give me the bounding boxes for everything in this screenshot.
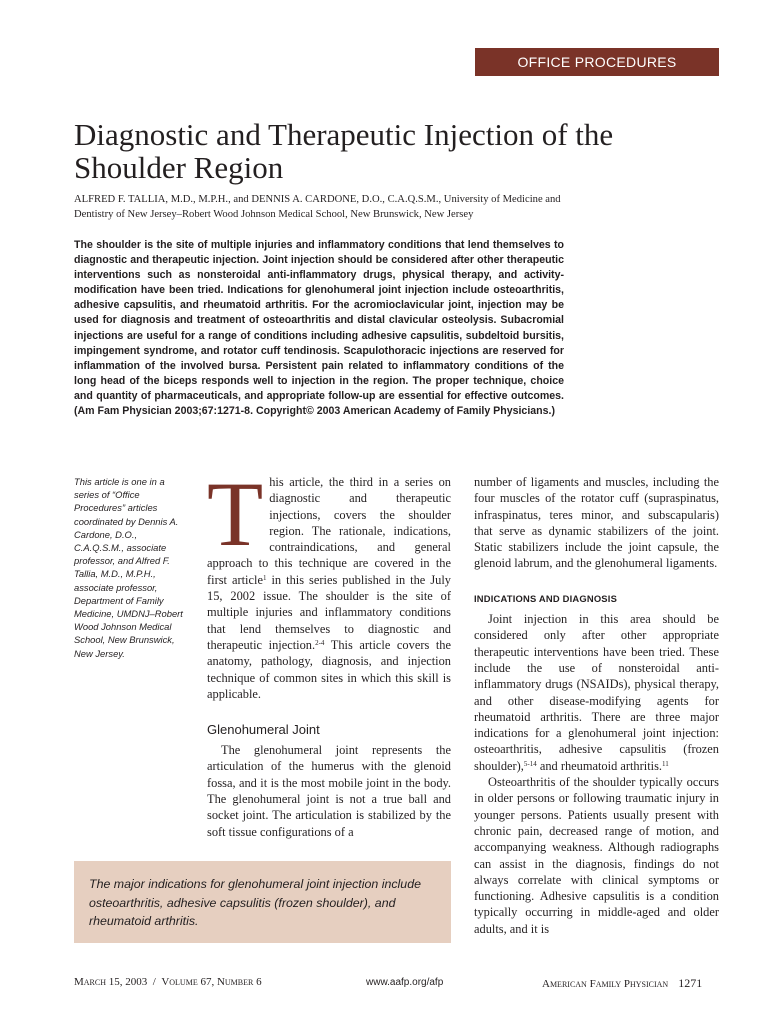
abstract: The shoulder is the site of multiple injuries and inflammatory conditions that lend themselves to diagnostic and therapeutic injection. Joint injection should be considered after other therapeutic interventions such as nonsteroidal anti-inflammatory drugs, physical therapy, and activity-modification have been tried. Indications for glenohumeral joint injection include osteoarthritis, adhesive capsulitis, and rheumatoid arthritis. For the acromioclavicular joint, injection may be used for diagnosis and treatment of osteoarthritis and distal clavicular osteolysis. Subacromial injections are useful for a range of conditions including adhesive capsulitis, subdeltoid bursitis, impingement syndrome, and rotator cuff tendinosis. Scapulothoracic injections are reserved for inflammation of the involved bursa. Persistent pain related to inflammatory conditions of the long head of the biceps responds well to injection in the region. The proper technique, choice and quantity of pharmaceuticals, and appropriate follow-up are essential for effective outcomes. (Am Fam Physician 2003;67:1271-8. Copyright© 2003 American Academy of Family Physicians.) — [74, 239, 564, 418]
column-middle — [207, 463, 451, 840]
intro-text-c: This article covers the anatomy, pathology, diagnosis, and injection technique of common sites in which this skill is applicable. — [207, 637, 451, 701]
glenohumeral-paragraph: The glenohumeral joint represents the articulation of the humerus with the glenoid fossa, and it is the most mobile joint in the body. The glenohumeral joint is not a true ball and socket joint. The articulation is stabilized by the soft tissue configurations of a — [207, 743, 451, 839]
section-banner: OFFICE PROCEDURES — [475, 48, 719, 76]
drop-cap: T — [207, 463, 264, 565]
series-sidenote: This article is one in a series of “Office Procedures” articles coordinated by Dennis A. Cardone, D.O., C.A.Q.S.M., associate professor, and Alfred F. Tallia, M.D., M.P.H., associate professor, Department of Family Medicine, UMDNJ–Robert Wood Johnson Medical School, New Brunswick, New Jersey. — [74, 476, 183, 659]
intro-paragraph — [207, 463, 451, 702]
author-byline: ALFRED F. TALLIA, M.D., M.P.H., and DENNIS A. CARDONE, D.O., C.A.Q.S.M., University of Medicine and Dentistry of New Jersey–Robert Wood Johnson Medical School, New Brunswick, New Jersey — [74, 194, 561, 220]
reference-superscript: 11 — [662, 759, 669, 768]
footer-separator: / — [152, 976, 156, 988]
footer-date: March 15, 2003 — [74, 976, 148, 988]
reference-superscript: 5-14 — [523, 759, 537, 768]
section-heading-glenohumeral: Glenohumeral Joint — [207, 722, 320, 738]
intro-text-a: his article, the third in a series on diagnostic and therapeutic injections, covers the shoulder region. The rationale, indications, contraindications, and general approach to this technique are covered in the first article — [207, 475, 451, 587]
footer-date-volume — [74, 976, 262, 988]
footer-journal — [542, 976, 702, 991]
reference-superscript: 1 — [262, 573, 267, 582]
section-heading-indications: INDICATIONS AND DIAGNOSIS — [474, 592, 618, 604]
column-right — [474, 474, 719, 937]
continued-paragraph: number of ligaments and muscles, including the four muscles of the rotator cuff (supraspinatus, infraspinatus, teres minor, and subscapularis) that serve as dynamic stabilizers of the joint. Static stabilizers include the joint capsule, the glenoid labrum, and the glenohumeral ligaments. — [474, 475, 719, 571]
page-number: 1271 — [678, 976, 703, 990]
indications-text-a: Joint injection in this area should be considered only after other appropriate therapeutic interventions have been tried. These include the use of nonsteroidal anti-inflammatory drugs (NSAIDs), physical therapy, and other disease-modifying agents for rheumatoid arthritis. There are three major indications for a glenohumeral joint injection: osteoarthritis, adhesive capsulitis (frozen shoulder), — [474, 612, 719, 773]
footer-volume: Volume 67, Number 6 — [161, 976, 262, 988]
reference-superscript: 2-4 — [315, 638, 325, 647]
indications-text-b: and rheumatoid arthritis. — [536, 758, 662, 773]
indications-paragraph — [474, 611, 719, 774]
article-title: Diagnostic and Therapeutic Injection of the Shoulder Region — [74, 117, 614, 185]
footer-journal-name: American Family Physician — [542, 978, 669, 990]
intro-text-b: in this series published in the July 15, 2002 issue. The shoulder is the site of multiple injuries and inflammatory conditions that lend themselves to diagnostic and therapeutic injection. — [207, 572, 451, 652]
pull-quote-box — [74, 861, 451, 943]
pull-quote-text: The major indications for glenohumeral joint injection include osteoarthritis, adhesive capsulitis (frozen shoulder), and rheumatoid arthritis. — [89, 877, 421, 928]
osteoarthritis-paragraph: Osteoarthritis of the shoulder typically occurs in older persons or following traumatic injury in younger persons. Patients usually present with chronic pain, decreased range of motion, and accompanying weakness. Although radiographs can assist in the diagnosis, findings do not always correlate with clinical symptoms or functioning. Adhesive capsulitis is a condition typically occurring in middle-aged and older adults, and it is — [474, 775, 719, 936]
footer-url[interactable]: www.aafp.org/afp — [366, 977, 444, 988]
